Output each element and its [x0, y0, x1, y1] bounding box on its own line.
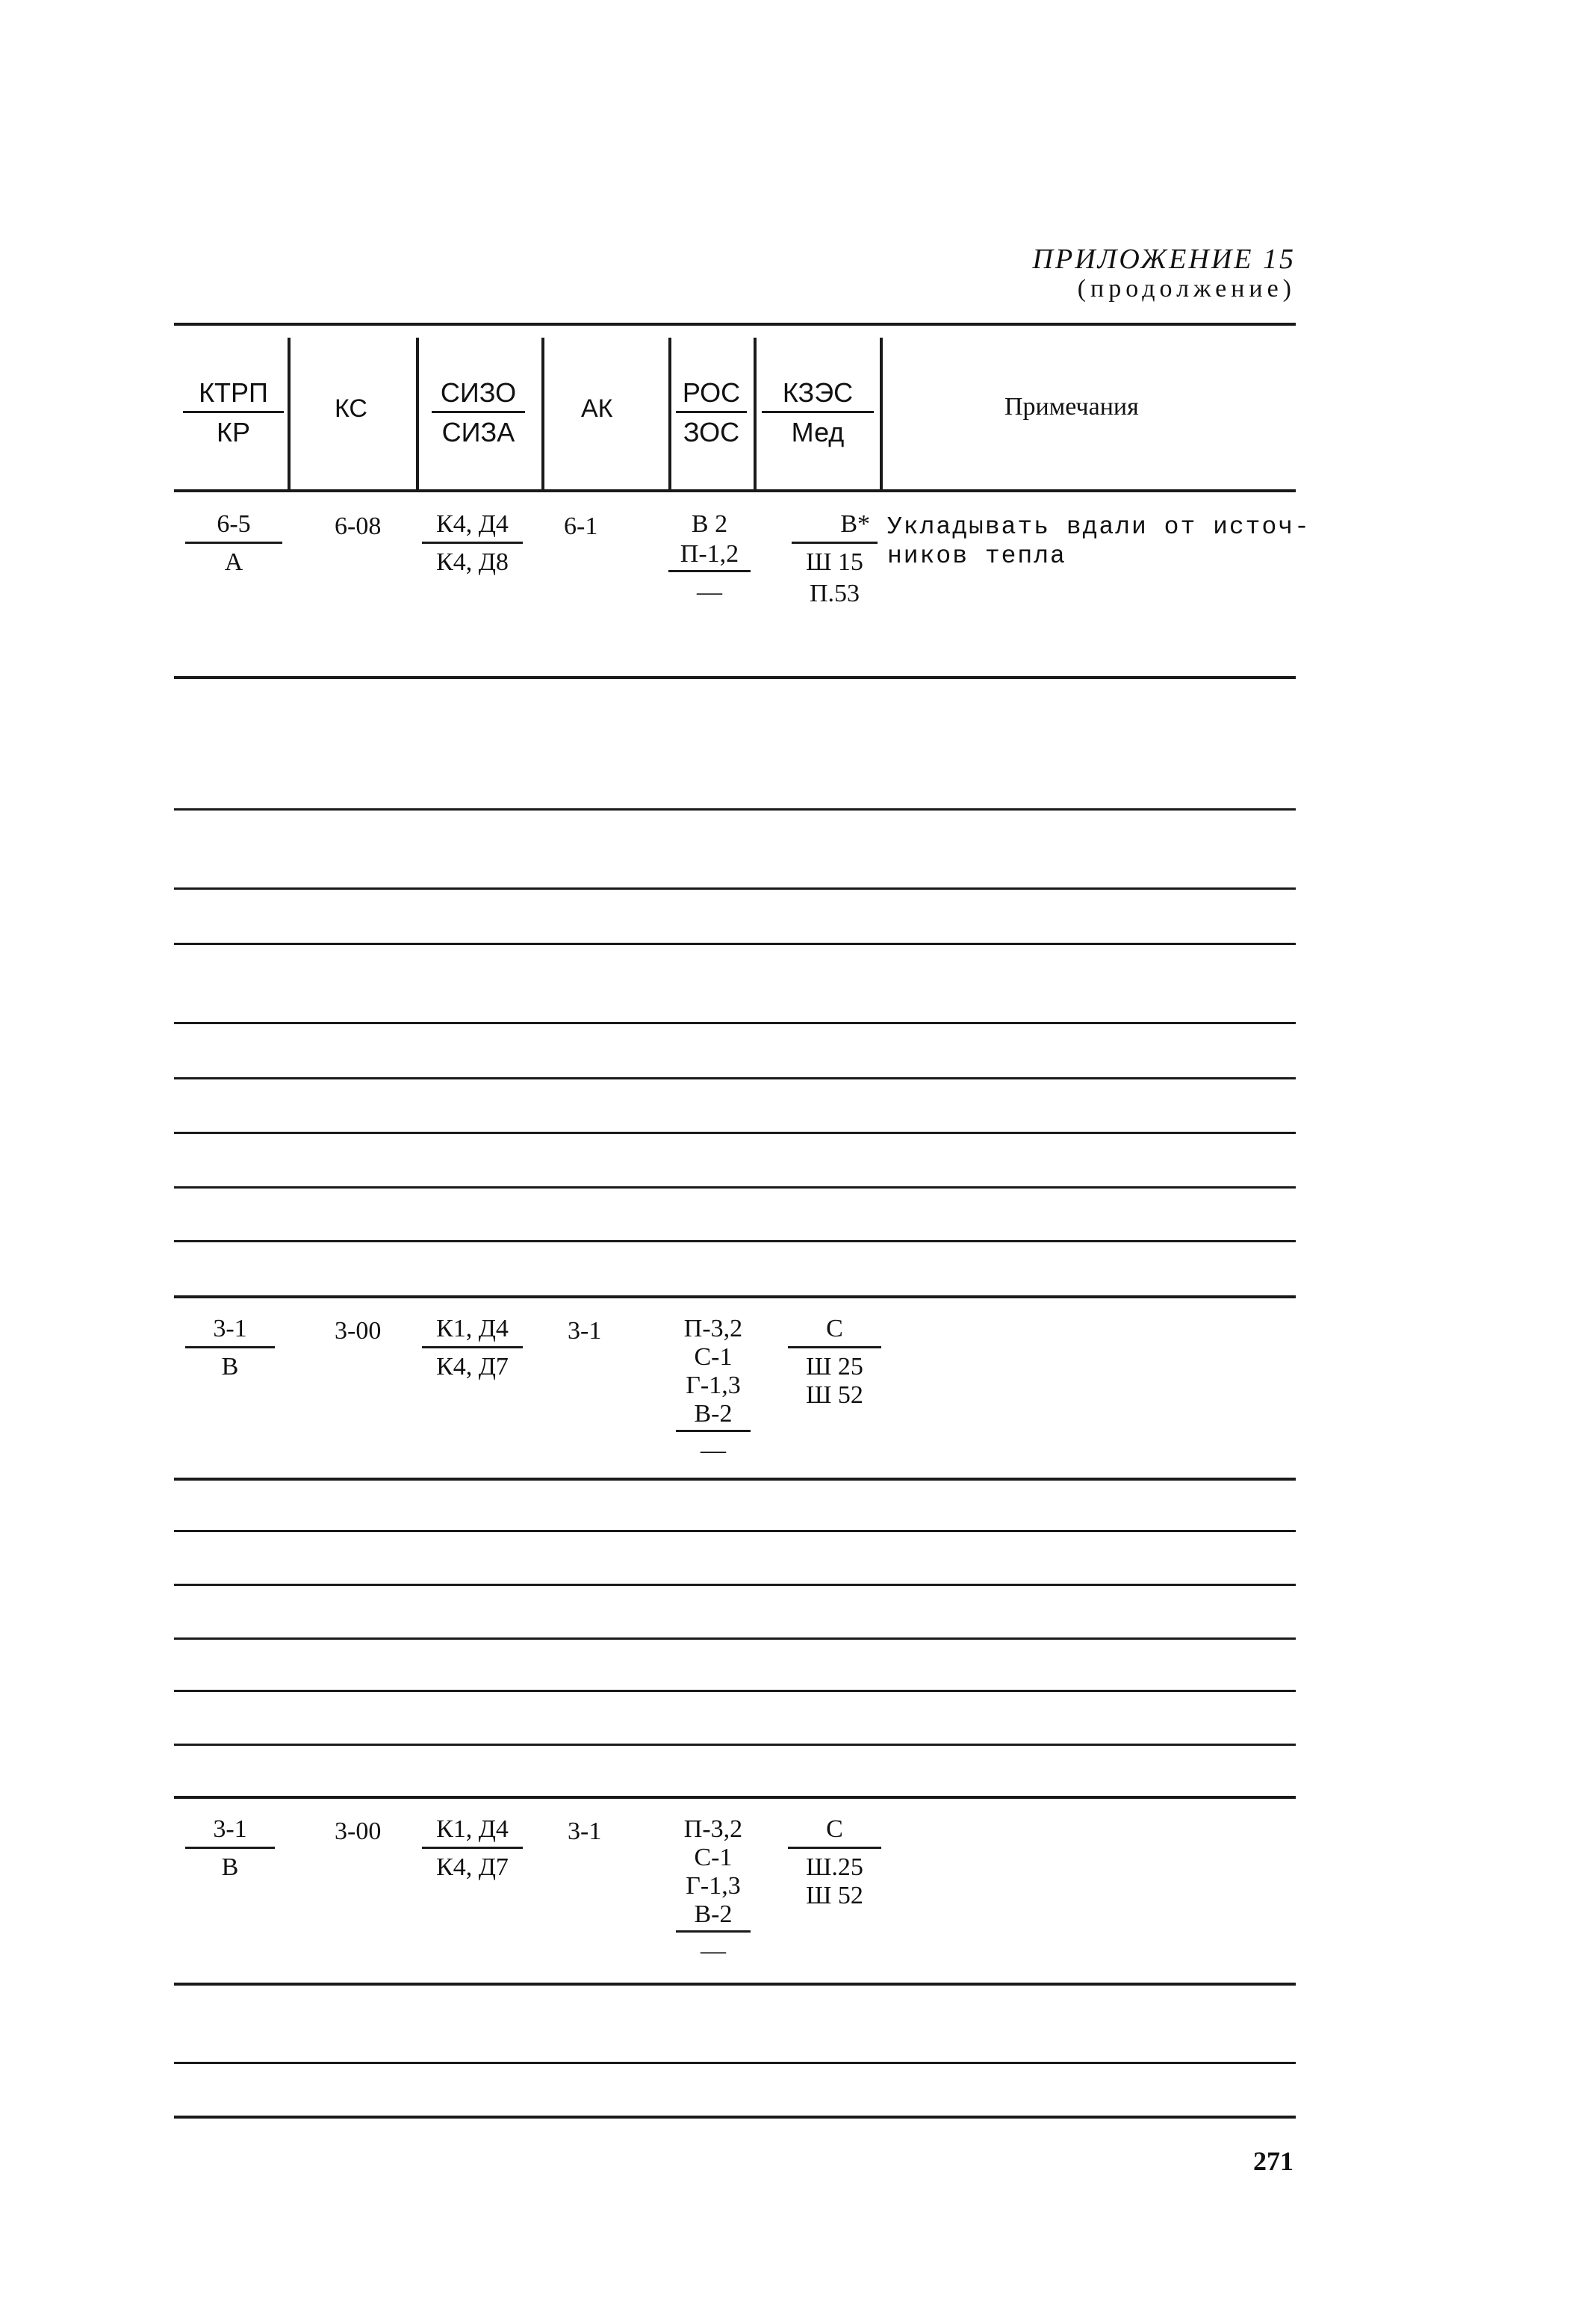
row2-kr: В: [221, 1353, 239, 1381]
row2-kzes: С: [826, 1315, 843, 1342]
page-number: 271: [1253, 2146, 1293, 2176]
fraction-bar: [185, 1346, 275, 1348]
ruled-line: [174, 1022, 1296, 1024]
fraction-bar: [183, 411, 284, 413]
row3-med-line: Ш 52: [806, 1882, 863, 1909]
row3-kr: В: [221, 1853, 239, 1881]
row2-sizo: К1, Д4: [436, 1315, 509, 1342]
row1-med-line: Ш 15: [806, 548, 863, 576]
row1-ak: 6-1: [564, 512, 598, 540]
ruled-line: [174, 1744, 1296, 1746]
header-ak: АК: [581, 394, 613, 423]
header-ks: КС: [335, 394, 367, 423]
row3-ros-zos: [676, 1817, 751, 1964]
row1-zos: —: [697, 578, 722, 606]
fraction-bar: [185, 542, 282, 544]
row2-ros-line: С-1: [694, 1343, 733, 1371]
row3-siza: К4, Д7: [436, 1853, 509, 1881]
row3-ktrp: 3-1: [213, 1815, 247, 1843]
row1-med-line: П.53: [809, 580, 860, 607]
header-kr: КР: [217, 417, 250, 447]
row1-ros-line: П-1,2: [668, 542, 751, 572]
column-divider: [416, 338, 419, 491]
ruled-line: [174, 1186, 1296, 1189]
appendix-title: ПРИЛОЖЕНИЕ 15: [1032, 244, 1296, 275]
row2-ros-zos: [676, 1316, 751, 1463]
row3-ks: 3-00: [335, 1818, 382, 1845]
ruled-line: [174, 1478, 1296, 1481]
fraction-bar: [792, 542, 878, 544]
ruled-line: [174, 1796, 1296, 1799]
ruled-line: [174, 1132, 1296, 1134]
row3-med-line: Ш.25: [806, 1853, 863, 1881]
ruled-line: [174, 943, 1296, 945]
column-divider: [541, 338, 544, 491]
row3-kzes: С: [826, 1815, 843, 1843]
fraction-bar: [788, 1346, 881, 1348]
row1-ktrp: 6-5: [217, 510, 251, 538]
row3-ak: 3-1: [568, 1818, 602, 1845]
header-ktrp-kr: [183, 379, 284, 446]
header-notes: Примечания: [1004, 393, 1139, 421]
row3-sizo: К1, Д4: [436, 1815, 509, 1843]
header-kzes-med: [762, 379, 874, 446]
ruled-line: [174, 1295, 1296, 1298]
row2-zos: —: [701, 1437, 726, 1464]
fraction-bar: [422, 1847, 523, 1849]
row3-ros-line: Г-1,3: [686, 1872, 741, 1900]
row1-kr: А: [224, 548, 243, 576]
row1-ks: 6-08: [335, 512, 382, 540]
fraction-bar: [432, 411, 525, 413]
row2-ak: 3-1: [568, 1317, 602, 1345]
ruled-line: [174, 887, 1296, 890]
row3-ktrp-kr: [185, 1817, 275, 1880]
fraction-bar: [762, 411, 874, 413]
ruled-line: [174, 676, 1296, 679]
ruled-line: [174, 1077, 1296, 1079]
ruled-line: [174, 1584, 1296, 1586]
ruled-line: [174, 2062, 1296, 2064]
row1-kzes-med: [792, 512, 878, 607]
row1-sizo: К4, Д4: [436, 510, 509, 538]
row1-notes-continued: ников тепла: [887, 542, 1066, 570]
column-divider: [288, 338, 291, 491]
row2-ktrp-kr: [185, 1316, 275, 1380]
table-bottom-rule: [174, 2116, 1296, 2119]
ruled-line: [174, 1637, 1296, 1640]
ruled-line: [174, 1690, 1296, 1692]
ruled-line: [174, 1983, 1296, 1986]
row1-kzes: В*: [840, 510, 870, 538]
row2-med-line: Ш 25: [806, 1353, 863, 1381]
table-top-rule: [174, 323, 1296, 326]
row3-ros-line: П-3,2: [683, 1815, 743, 1843]
header-sizo: СИЗО: [440, 377, 517, 408]
row3-kzes-med: [788, 1817, 881, 1909]
row1-ros-zos: [668, 512, 751, 605]
header-sizo-siza: [432, 379, 525, 446]
header-bottom-rule: [174, 489, 1296, 492]
row3-ros-line: В-2: [676, 1902, 751, 1933]
header-med: Мед: [791, 417, 845, 447]
row1-siza: К4, Д8: [436, 548, 509, 576]
fraction-bar: [185, 1847, 275, 1849]
ruled-line: [174, 1530, 1296, 1532]
row3-zos: —: [701, 1937, 726, 1965]
appendix-subtitle: (продолжение): [1077, 275, 1296, 303]
row3-ros-line: С-1: [694, 1844, 733, 1871]
column-divider: [754, 338, 757, 491]
row2-ros-line: П-3,2: [683, 1315, 743, 1342]
row2-ros-line: Г-1,3: [686, 1372, 741, 1399]
ruled-line: [174, 1240, 1296, 1242]
row1-ktrp-kr: [185, 512, 282, 575]
row1-sizo-siza: [422, 512, 523, 575]
row2-siza: К4, Д7: [436, 1353, 509, 1381]
row2-med-line: Ш 52: [806, 1381, 863, 1409]
fraction-bar: [676, 411, 747, 413]
row2-ktrp: 3-1: [213, 1315, 247, 1342]
column-divider: [668, 338, 671, 491]
row2-ks: 3-00: [335, 1317, 382, 1345]
header-ros: РОС: [682, 377, 741, 408]
header-kzes: КЗЭС: [782, 377, 854, 408]
column-divider: [880, 338, 883, 491]
row1-ros-line: В 2: [691, 510, 728, 538]
row2-sizo-siza: [422, 1316, 523, 1380]
fraction-bar: [788, 1847, 881, 1849]
ruled-line: [174, 808, 1296, 811]
fraction-bar: [422, 1346, 523, 1348]
row1-notes: Укладывать вдали от источ-: [887, 513, 1311, 541]
header-ros-zos: [676, 379, 747, 446]
row3-sizo-siza: [422, 1817, 523, 1880]
row2-kzes-med: [788, 1316, 881, 1408]
header-zos: ЗОС: [683, 417, 740, 447]
header-ktrp: КТРП: [199, 377, 268, 408]
row2-ros-line: В-2: [676, 1401, 751, 1432]
fraction-bar: [422, 542, 523, 544]
header-siza: СИЗА: [441, 417, 515, 447]
